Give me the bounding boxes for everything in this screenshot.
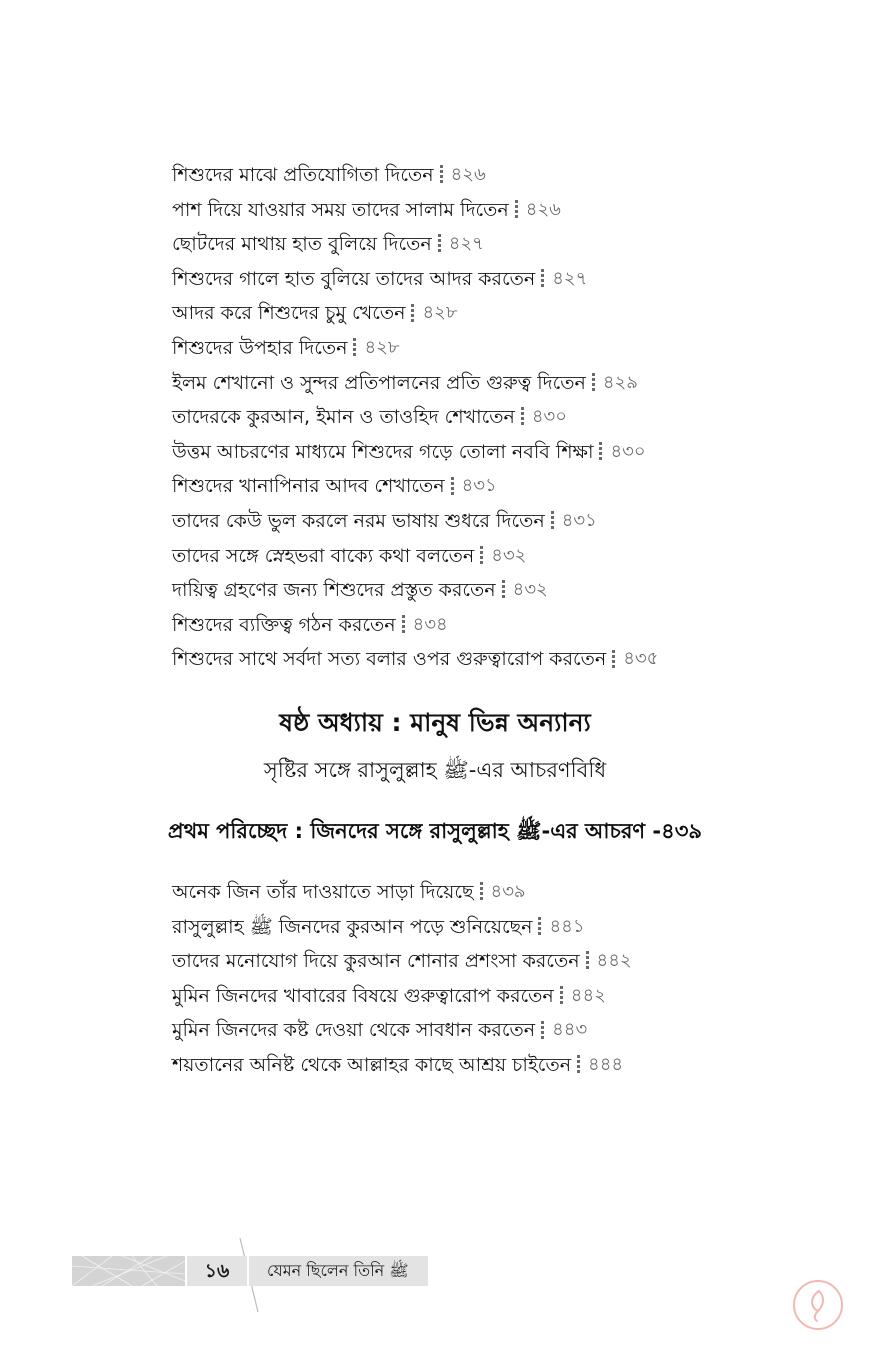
- dotted-separator-icon: [599, 442, 602, 462]
- dotted-separator-icon: [538, 917, 541, 937]
- toc-entry: [172, 608, 658, 643]
- toc-entry: [172, 262, 658, 297]
- toc-entry-title: ইলম শেখানো ও সুন্দর প্রতিপালনের প্রতি গুরুত্ব দিতেন: [172, 371, 586, 394]
- toc-entry: [172, 435, 658, 470]
- toc-entry-title: ছোটদের মাথায় হাত বুলিয়ে দিতেন: [172, 233, 432, 256]
- toc-entry: [172, 504, 658, 539]
- toc-entry-title: পাশ দিয়ে যাওয়ার সময় তাদের সালাম দিতেন: [172, 198, 509, 221]
- dotted-separator-icon: [502, 580, 505, 600]
- toc-entry-page: ৪৩৯: [490, 881, 526, 902]
- chapter-heading: ষষ্ঠ অধ্যায় : মানুষ ভিন্ন অন্যান্য: [279, 708, 591, 737]
- toc-entry-page: ৪৪১: [549, 915, 585, 937]
- toc-entry-page: ৪৩১: [561, 509, 597, 531]
- toc-entry: [172, 227, 658, 262]
- toc-entry: [172, 400, 658, 435]
- toc-entry-page: ৪৩২: [491, 544, 527, 566]
- toc-entry: [172, 1048, 632, 1083]
- toc-entry-page: ৪৪২: [596, 950, 632, 972]
- toc-entry: [172, 875, 632, 910]
- toc-entry: [172, 944, 632, 979]
- toc-entry-title: উত্তম আচরণের মাধ্যমে শিশুদের গড়ে তোলা নববি শিক্ষা: [172, 440, 594, 463]
- toc-entry-page: ৪২৮: [364, 336, 400, 358]
- toc-entry-title: শিশুদের সাথে সর্বদা সত্য বলার ওপর গুরুত্বারোপ করতেন: [172, 648, 607, 671]
- dotted-separator-icon: [521, 407, 524, 427]
- toc-entry-page: ৪৩২: [512, 579, 548, 601]
- toc-entry-title: তাদের কেউ ভুল করলে নরম ভাষায় শুধরে দিতেন: [172, 509, 545, 532]
- toc-entry-page: ৪৪৩: [552, 1019, 588, 1041]
- dotted-separator-icon: [592, 373, 595, 393]
- toc-entry-title: শিশুদের গালে হাত বুলিয়ে তাদের আদর করতেন: [172, 267, 536, 290]
- dotted-separator-icon: [402, 615, 405, 635]
- chapter-subheading: সৃষ্টির সঙ্গে রাসুলুল্লাহ ﷺ-এর আচরণবিধি: [263, 758, 607, 782]
- footer-pattern-icon: [72, 1256, 185, 1286]
- toc-entry-title: দায়িত্ব গ্রহণের জন্য শিশুদের প্রস্তুত করতেন: [172, 579, 496, 602]
- toc-entry-title: শিশুদের ব্যক্তিত্ব গঠন করতেন: [172, 613, 396, 636]
- toc-entry: [172, 642, 658, 677]
- toc-entry-title: আদর করে শিশুদের চুমু খেতেন: [172, 302, 406, 325]
- toc-entry-page: ৪২৯: [602, 371, 638, 393]
- dotted-separator-icon: [541, 1021, 544, 1041]
- toc-entry: [172, 366, 658, 401]
- dotted-separator-icon: [541, 269, 544, 289]
- toc-entry: [172, 979, 632, 1014]
- section-heading: প্রথম পরিচ্ছেদ : জিনদের সঙ্গে রাসুলুল্লাহ ﷺ-এর আচরণ -৪৩৯: [167, 819, 703, 843]
- toc-entry-page: ৪৪৪: [588, 1053, 624, 1075]
- dotted-separator-icon: [411, 304, 414, 324]
- toc-entry-title: তাদেরকে কুরআন, ইমান ও তাওহিদ শেখাতেন: [172, 406, 515, 429]
- dotted-separator-icon: [451, 477, 454, 497]
- toc-entry-title: রাসুলুল্লাহ ﷺ জিনদের কুরআন পড়ে শুনিয়েছেন: [172, 915, 533, 938]
- dotted-separator-icon: [586, 951, 589, 971]
- toc-entry-page: ৪২৭: [448, 233, 484, 255]
- toc-entry-title: শিশুদের মাঝে প্রতিযোগিতা দিতেন: [172, 164, 434, 186]
- dotted-separator-icon: [515, 200, 518, 220]
- dotted-separator-icon: [480, 546, 483, 566]
- toc-entry: [172, 193, 658, 228]
- toc-entry-title: মুমিন জিনদের খাবারের বিষয়ে গুরুত্বারোপ করতেন: [172, 984, 554, 1007]
- dotted-separator-icon: [480, 882, 483, 902]
- dotted-separator-icon: [551, 511, 554, 531]
- toc-entry-page: ৪৪২: [570, 984, 606, 1006]
- toc-entry: [172, 1013, 632, 1048]
- toc-entry-page: ৪৩৫: [623, 648, 659, 670]
- toc-entry: [172, 573, 658, 608]
- toc-entry: [172, 469, 658, 504]
- toc-entry-page: ৪২৭: [552, 267, 588, 289]
- toc-entry-page: ৪৩০: [531, 406, 567, 428]
- running-title: যেমন ছিলেন তিনি ﷺ: [267, 1260, 409, 1280]
- toc-entry-title: শিশুদের খানাপিনার আদব শেখাতেন: [172, 475, 445, 498]
- dotted-separator-icon: [440, 165, 443, 185]
- toc-entry-title: মুমিন জিনদের কষ্ট দেওয়া থেকে সাবধান করতেন: [172, 1019, 536, 1042]
- toc-list-part2: [172, 875, 632, 1083]
- dotted-separator-icon: [577, 1055, 580, 1075]
- toc-entry-page: ৪৩১: [461, 475, 497, 497]
- dotted-separator-icon: [438, 234, 441, 254]
- toc-entry-page: ৪২৬: [450, 164, 486, 185]
- toc-entry-page: ৪৩৪: [412, 613, 448, 635]
- toc-entry-page: ৪২৬: [525, 198, 561, 220]
- toc-entry: [172, 158, 658, 193]
- toc-list-part1: [172, 158, 658, 677]
- toc-entry: [172, 331, 658, 366]
- toc-entry-title: শিশুদের উপহার দিতেন: [172, 336, 348, 359]
- publisher-logo-icon: [792, 1279, 844, 1331]
- toc-entry-page: ৪৩০: [610, 440, 646, 462]
- toc-entry: [172, 296, 658, 331]
- toc-entry: [172, 910, 632, 945]
- page-footer: [72, 1256, 428, 1286]
- toc-entry-title: তাদের সঙ্গে স্নেহভরা বাক্যে কথা বলতেন: [172, 544, 475, 567]
- toc-entry-title: শয়তানের অনিষ্ট থেকে আল্লাহর কাছে আশ্রয় চাইতেন: [172, 1053, 572, 1076]
- dotted-separator-icon: [612, 650, 615, 670]
- toc-entry-title: অনেক জিন তাঁর দাওয়াতে সাড়া দিয়েছে: [172, 881, 474, 903]
- toc-entry-title: তাদের মনোযোগ দিয়ে কুরআন শোনার প্রশংসা করতেন: [172, 950, 580, 973]
- page-number: ১৬: [185, 1256, 249, 1286]
- toc-entry-page: ৪২৮: [422, 302, 458, 324]
- dotted-separator-icon: [560, 986, 563, 1006]
- toc-entry: [172, 539, 658, 574]
- dotted-separator-icon: [353, 338, 356, 358]
